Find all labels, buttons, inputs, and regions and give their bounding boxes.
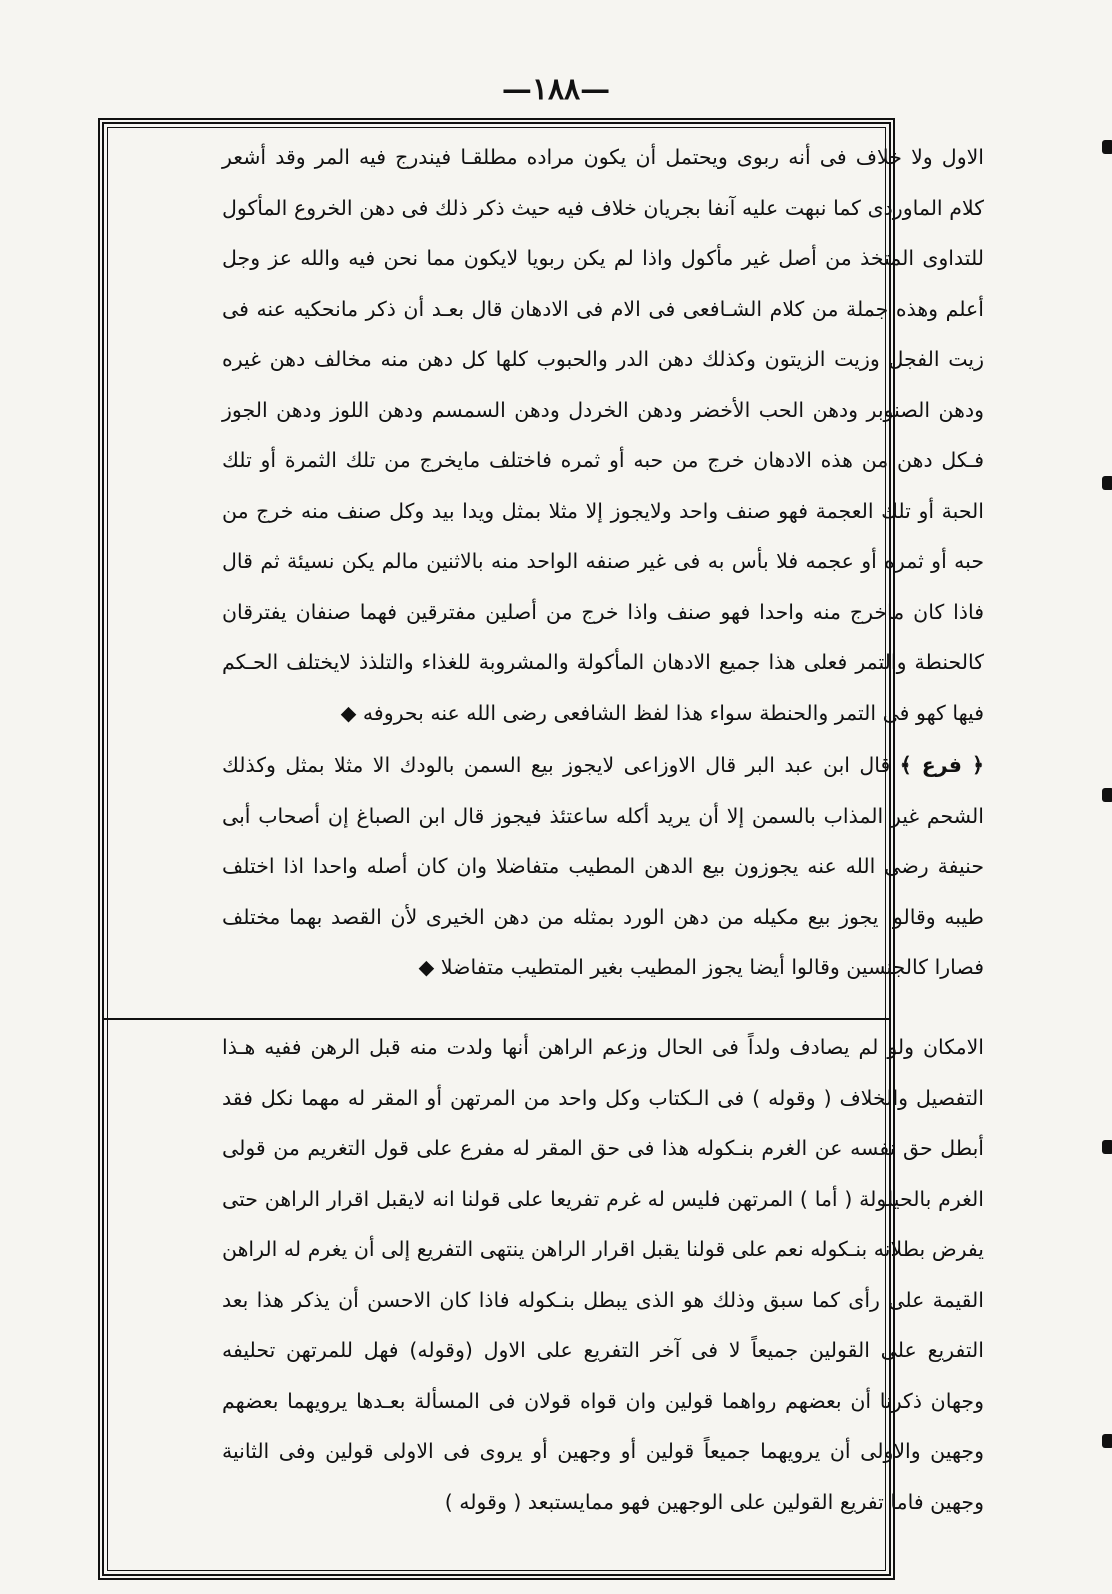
commentary-paragraph: الامكان ولو لم يصادف ولداً فى الحال وزعم الراهن أنها ولدت منه قبل الرهن ففيه هـذا التفصيل والخلاف ( وقوله ) فى الـكتاب وكل واحد من المرتهن أو المقر له مهما نكل فقد أبطل حق نفسه عن الغرم بنـكوله هذا فى حق المقر له مفرع على قول التغريم من قولى الغرم بالحيلولة ( أما ) المرتهن فليس له غرم تفريعا على قولنا انه لايقبل اقرار الراهن حتى يفرض بطلانه بنـكوله نعم على قولنا يقبل اقرار الراهن ينتهى التفريع إلى أن يغرم له الراهن القيمة على رأى كما سبق وذلك هو الذى يبطل بنـكوله فاذا كان الاحسن أن يذكر هذا بعد التفريع على القولين جميعاً لا فى آخر التفريع على الاول (وقوله) فهل للمرتهن تحليفه وجهان ذكرنا أن بعضهم رواهما قولين وان قواه قولان فى المسألة بعـدها يرويهما بعضهم وجهين والاولى أن يرويهما جميعاً قولين أو وجهين أو يروى فى الاولى قولين وفى الثانية وجهين فاما تفريع القولين على الوجهين فهو ممايستبعد ( وقوله ) (222, 1035, 984, 1514)
scan-edge-mark (1102, 1140, 1112, 1154)
section-text-far: قال ابن عبد البر قال الاوزاعى لايجوز بيع السمن بالودك الا مثلا بمثل وكذلك الشحم غير المذاب بالسمن إلا أن يريد أكله ساعتئذ فيجوز قال ابن الصباغ إن أصحاب أبى حنيفة رضى الله عنه يجوزون بيع الدهن المطيب متفاضلا وان كان أصله واحدا اذا اختلف طيبه وقالوا يجوز بيع مكيله من دهن الورد بمثله من دهن الخيرى لأن القصد بهما مختلف فصارا كالجنسين وقالوا أيضا يجوز المطيب بغير المتطيب متفاضلا ◆ (222, 753, 984, 979)
scan-edge-mark (1102, 476, 1112, 490)
scan-edge-mark (1102, 1434, 1112, 1448)
commentary-text (222, 1022, 984, 1527)
main-paragraph-1: الاول ولا خلاف فى أنه ربوى ويحتمل أن يكون مراده مطلقـا فيندرج فيه المر وقد أشعر كلام الماوردى كما نبهت عليه آنفا بجريان خلاف فيه حيث ذكر ذلك فى دهن الخروع المأكول للتداوى المتخذ من أصل غير مأكول واذا لم يكن ربويا لايكون مما نحن فيه والله عز وجل أعلم وهذه جملة من كلام الشـافعى فى الام فى الادهان قال بعـد أن ذكر مانحكيه عنه فى زيت الفجل وزيت الزيتون وكذلك دهن الدر والحبوب كلها كل دهن منه مخالف دهن غيره ودهن الصنوبر ودهن الحب الأخضر ودهن الخردل ودهن السمسم ودهن اللوز ودهن الجوز فـكل دهن من هذه الادهان خرج من حبه أو ثمره فاختلف مايخرج من تلك الثمرة أو تلك الحبة أو تلك العجمة فهو صنف واحد ولايجوز إلا مثلا بمثل ويدا بيد وكل صنف منه خرج من حبه أو ثمره أو عجمه فلا بأس به فى غير صنفه الواحد منه بالاثنين مالم يكن نسيئة ثم قال فاذا كان ماخرج منه واحدا فهو صنف واذا خرج من أصلين مفترقين فهما صنفان يفترقان كالحنطة والتمر فعلى هذا جميع الادهان المأكولة والمشروبة للغذاء والتلذذ لايختلف الحـكم فيها كهو فى التمر والحنطة سواء هذا لفظ الشافعى رضى الله عنه بحروفه ◆ (222, 145, 984, 725)
page-number: —١٨٨— (501, 72, 611, 107)
scan-edge-mark (1102, 788, 1112, 802)
main-text (222, 132, 984, 993)
scan-edge-mark (1102, 140, 1112, 154)
section-divider (104, 1018, 889, 1020)
section-label-far: ﴿ فرع ﴾ (899, 753, 984, 777)
main-paragraph-2 (222, 740, 984, 993)
